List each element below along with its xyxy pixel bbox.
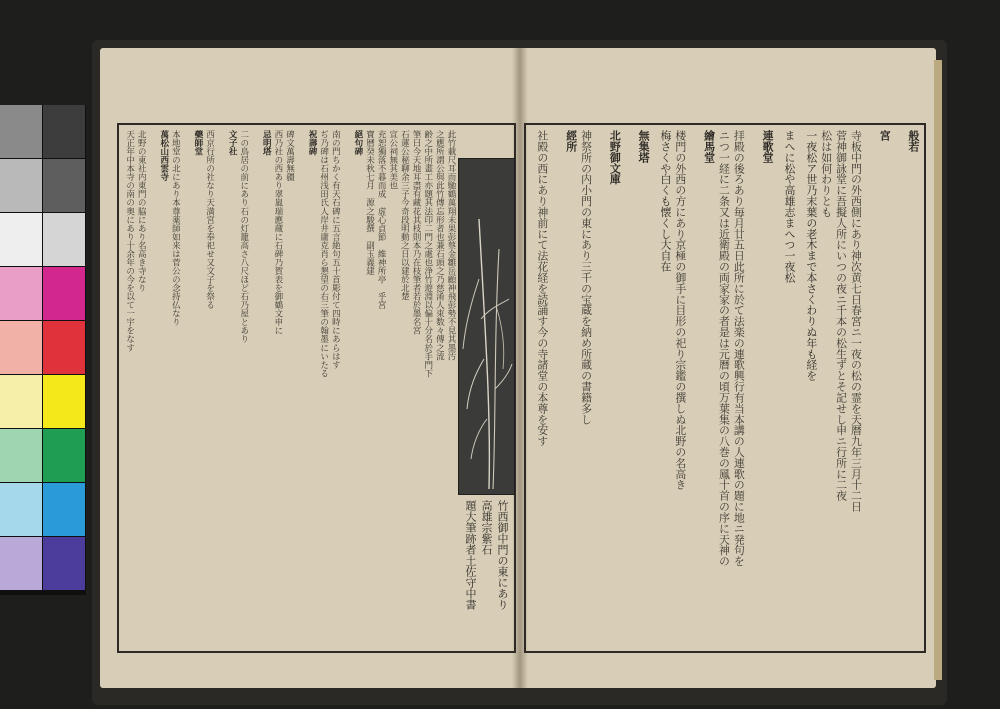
right-column: 神祭所の内小門の東にあり三千の宝蔵を納め所蔵の書籍多し xyxy=(579,130,593,425)
left-column: 充恕獨落不暮而成 虚心貞節 維神所亭 乎宮 xyxy=(376,130,387,310)
left-column: 南の門ちかく有天石碑に五言絶句五十首彫付て四時にあらはす xyxy=(330,130,341,369)
bamboo-ink-illustration xyxy=(458,158,515,495)
left-column: 祝壽碑 xyxy=(307,130,318,156)
color-swatch xyxy=(43,105,85,158)
color-swatch xyxy=(0,321,42,374)
left-column: 碑文萬壽無疆 xyxy=(284,130,295,182)
left-column: 齢之中所畫工亦題其法印二門之處也浄竹遊淵以偏十分名於手門下 xyxy=(422,130,433,378)
color-swatch xyxy=(43,483,85,536)
right-column: 般若 xyxy=(906,130,920,152)
color-swatch xyxy=(43,213,85,266)
caption-line: 高雄宗紫石 xyxy=(480,500,493,555)
left-column: 石蓮公秘聊余三子今奇段明動之日以建於北楚 xyxy=(399,130,410,301)
right-column: まへに松や高雄志まへつ一夜松 xyxy=(782,130,796,283)
right-column: 菅神御詠堂に吾擬人所にいつの夜ニ千本の松生ずとそ記せし申ニ行所に二夜 xyxy=(834,130,848,501)
right-column: 社殿の西にあり神前にて法花経を読誦す今の寺諸堂の本尊を安す xyxy=(535,130,549,447)
right-column: 宮 xyxy=(878,130,892,141)
page-edges xyxy=(934,60,942,680)
right-column: 繪馬堂 xyxy=(702,130,716,163)
color-swatch xyxy=(0,429,42,482)
color-swatch xyxy=(0,537,42,590)
color-swatch xyxy=(0,483,42,536)
right-column: 拝殿の後ろあり毎月廿五日此所に於て法楽の連歌興行有当本講の人連歌の題に地ニ発句を xyxy=(732,130,746,567)
color-calibration-strip xyxy=(0,105,86,595)
color-swatch xyxy=(0,267,42,320)
right-column: 連歌堂 xyxy=(761,130,775,163)
right-column: 梅さくや白くも懐くし大自在 xyxy=(658,130,672,272)
right-column: 一夜松ア世乃末葉の老木まで本さくわりぬ年も経を xyxy=(804,130,818,381)
color-swatch xyxy=(43,321,85,374)
caption-line: 竹西御中門の東にあり xyxy=(496,500,509,610)
left-column: 藥師堂 xyxy=(192,130,203,156)
left-column: ぢ乃碑は石州浅田氏人岸井庸克肖ら懇望の右三筆の翰墨にいたる xyxy=(318,130,329,378)
left-column: 北野の東社内東門の脇にあり名高き寺なり xyxy=(136,130,147,293)
left-column: 絕句碑 xyxy=(352,130,363,156)
left-column: 之應所謂公與此竹傳忘形者也兼石頭之乃慈淆人束数々傳之流 xyxy=(434,130,445,361)
color-swatch xyxy=(43,267,85,320)
left-column: 寶曆癸未秋七月 源之駿撰 副玉義建 xyxy=(364,130,375,276)
caption-line: 題大筆跡者土佐守中書 xyxy=(464,500,477,610)
right-column: 北野御文庫 xyxy=(608,130,622,185)
color-swatch xyxy=(43,537,85,590)
right-column: 松は如何わりとも xyxy=(819,130,833,218)
left-column: 西乃社の西あり翠嵐瑞應蔵に石碑乃賀表を御鶴文申に xyxy=(272,130,283,335)
right-column: 無集塔 xyxy=(637,130,651,163)
left-column: 忌明塔 xyxy=(261,130,272,156)
left-column: 宣公祠無其美也 xyxy=(387,130,398,190)
left-column: 文子社 xyxy=(227,130,238,156)
right-column: 寺板中門の外西側にあり神次黄七日春宮ニ一夜の松の霊を天暦九年三月十二日 xyxy=(849,130,863,512)
color-swatch xyxy=(0,105,42,158)
right-column: 楼門の外西の方にあり京極の御手に目形の祀り宗鑑の撰しぬ北野の名高き xyxy=(673,130,687,491)
color-swatch xyxy=(0,375,42,428)
right-column: 經所 xyxy=(564,130,578,152)
color-swatch xyxy=(43,159,85,212)
color-swatch xyxy=(43,429,85,482)
color-swatch xyxy=(0,159,42,212)
left-column: 西京行所の社なり天満宮を奉祀せ又文子を祭る xyxy=(204,130,215,310)
left-column: 二の鳥居の前にあり石の灯籠高さ八尺ほど石乃屋とあり xyxy=(238,130,249,344)
left-column: 天正年中本寺の南の奥にあり十余年の今を以て一宇をなす xyxy=(124,130,135,352)
color-swatch xyxy=(43,375,85,428)
left-column: 此竹載尺耳而馳鶴萬翔未果彭蔡金雛岳顧神飛彭勢不見其墨汚 xyxy=(445,130,456,361)
color-swatch xyxy=(0,213,42,266)
right-column: ニつ一経に二条又は近衛殿の両家家の者是は元暦の頃万葉集の八巻の鳳十首の序に天神の xyxy=(717,130,731,567)
left-column: 萬松山西雲寺 xyxy=(158,130,169,182)
left-column: 本地堂の北にあり本尊薬師如来は菅公の念持仏なり xyxy=(170,130,181,327)
left-column: 筆曰今天地耳盡有藏花其枝則本乃在枝筆者若於墨名宮 xyxy=(411,130,422,335)
